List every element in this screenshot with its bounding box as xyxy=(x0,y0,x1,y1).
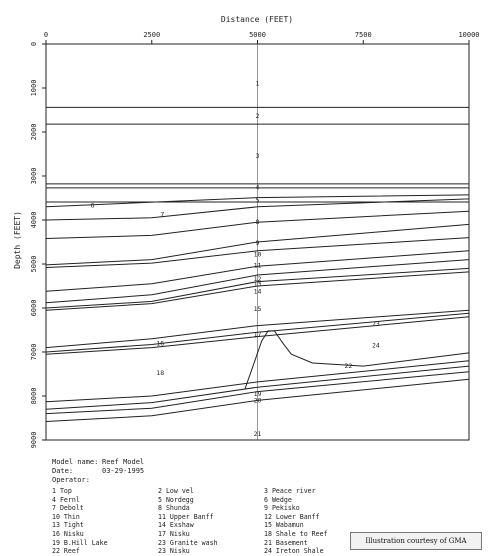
legend-row xyxy=(52,521,370,530)
date-value: 03-29-1995 xyxy=(102,467,145,475)
legend-row xyxy=(52,539,370,548)
legend-entry: 21 Basement xyxy=(264,538,308,547)
legend-entry: 9 Pekisko xyxy=(264,504,300,513)
y-axis-title: Depth (FEET) xyxy=(13,211,22,269)
legend-row xyxy=(52,487,370,496)
layer-label: 3 xyxy=(255,152,260,161)
legend-entry: 5 Nordegg xyxy=(158,495,194,504)
y-tick-label: 0 xyxy=(30,41,38,47)
x-tick-label: 7500 xyxy=(354,31,372,39)
model-name-label: Model name: xyxy=(52,458,99,466)
layer-label: 19 xyxy=(253,390,262,399)
layer-label: 16 xyxy=(156,339,165,348)
model-name-value: Reef Model xyxy=(102,458,145,466)
legend-entry: 19 B.Hill Lake xyxy=(52,538,108,547)
legend-entry: 23 Nisku xyxy=(158,547,190,556)
legend-entry: 13 Tight xyxy=(52,521,84,530)
legend-entry: 15 Wabamun xyxy=(264,521,304,530)
layer-label: 10 xyxy=(253,250,262,259)
y-tick-label: 5000 xyxy=(30,255,38,273)
layer-label: 20 xyxy=(253,396,262,405)
x-tick-label: 0 xyxy=(43,31,49,39)
legend-entry: 2 Low vel xyxy=(158,487,194,495)
layer-label: 8 xyxy=(255,218,260,227)
date-label: Date: xyxy=(52,467,74,475)
legend-entry: 8 Shunda xyxy=(158,504,190,513)
y-tick-label: 7000 xyxy=(30,343,38,361)
layer-label: 9 xyxy=(255,238,260,247)
legend-entry: 6 Wedge xyxy=(264,495,292,504)
x-axis-title: Distance (FEET) xyxy=(220,15,294,24)
legend-row xyxy=(52,496,370,505)
legend-row xyxy=(52,547,370,556)
layer-label: 2 xyxy=(255,112,260,121)
layer-label: 1 xyxy=(255,79,260,88)
y-tick-label: 8000 xyxy=(30,387,38,405)
legend-entry: 7 Debolt xyxy=(52,504,84,513)
x-tick-label: 5000 xyxy=(249,31,266,39)
legend-entry: 23 Granite wash xyxy=(158,538,218,547)
legend-row xyxy=(52,530,370,539)
legend-entry: 24 Ireton Shale xyxy=(264,547,324,556)
layer-label: 4 xyxy=(255,183,260,192)
legend-entry: 3 Peace river xyxy=(264,487,316,495)
layer-label: 12 xyxy=(253,274,262,283)
layer-label: 17 xyxy=(253,330,262,339)
layer-label: 23 xyxy=(372,319,380,328)
legend-entry: 12 Lower Banff xyxy=(264,512,320,521)
model-info xyxy=(52,458,144,485)
y-tick-label: 3000 xyxy=(30,167,38,185)
legend-entry: 11 Upper Banff xyxy=(158,512,214,521)
layer-label: 21 xyxy=(253,429,262,438)
legend-entry: 16 Nisku xyxy=(52,529,84,538)
y-tick-label: 4000 xyxy=(30,211,38,229)
legend-entry: 10 Thin xyxy=(52,512,80,521)
operator-label: Operator: xyxy=(52,476,90,484)
layer-label: 15 xyxy=(253,304,262,313)
x-tick-label: 10000 xyxy=(458,31,480,39)
layer-label: 7 xyxy=(160,210,165,219)
layer-label: 24 xyxy=(372,341,380,350)
legend-entry: 18 Shale to Reef xyxy=(264,529,328,538)
legend-row xyxy=(52,513,370,522)
y-tick-label: 9000 xyxy=(30,431,38,449)
layer-label: 18 xyxy=(156,369,165,378)
reef-outline xyxy=(245,331,469,390)
y-tick-label: 1000 xyxy=(30,79,38,97)
illustration-credit: Illustration courtesy of GMA xyxy=(350,532,482,550)
legend-row xyxy=(52,504,370,513)
y-tick-label: 6000 xyxy=(30,299,38,317)
layer-label: 14 xyxy=(253,287,262,296)
legend-entry: 22 Reef xyxy=(52,547,80,556)
legend-entry: 17 Nisku xyxy=(158,529,190,538)
y-tick-label: 2000 xyxy=(30,123,38,141)
layer-label: 22 xyxy=(344,362,353,371)
layer-legend xyxy=(52,487,370,556)
layer-label: 11 xyxy=(253,261,262,270)
x-tick-label: 2500 xyxy=(143,31,161,39)
legend-entry: 4 Fernl xyxy=(52,495,80,504)
legend-entry: 14 Exshaw xyxy=(158,521,194,530)
layer-label: 13 xyxy=(253,280,262,289)
layer-label: 6 xyxy=(90,201,95,210)
layer-label: 5 xyxy=(255,195,260,204)
legend-entry: 1 Top xyxy=(52,487,72,495)
